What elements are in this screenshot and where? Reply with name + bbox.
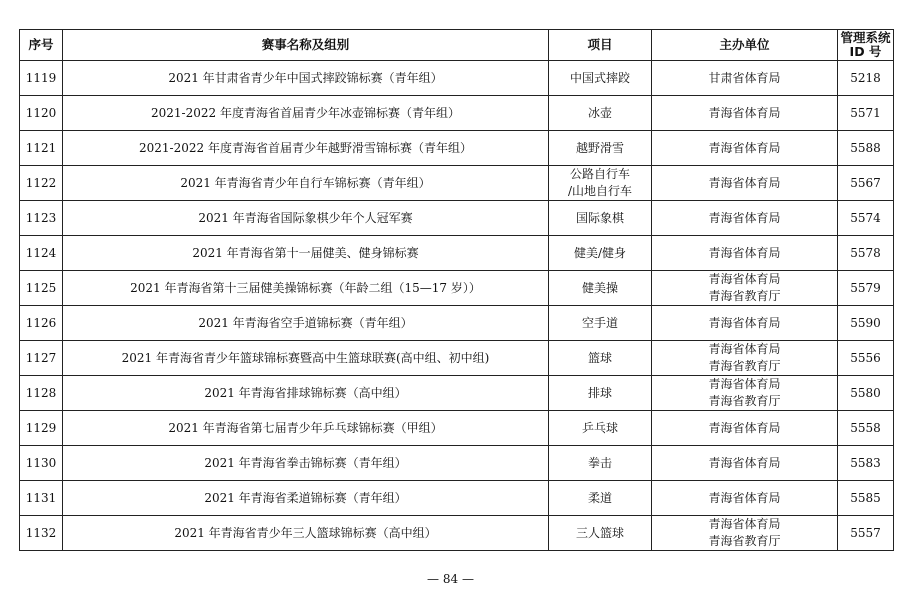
table-row [20, 166, 894, 201]
table-row [20, 516, 894, 551]
sport-line: 中国式摔跤 [569, 70, 630, 85]
row-event-name: 2021 年青海省排球锦标赛（高中组） [63, 376, 549, 411]
organizer-line: 青海省教育厅 [708, 394, 781, 408]
sport-line: 篮球 [587, 350, 612, 365]
row-seq: 1124 [20, 236, 63, 271]
sport-line: 健美/健身 [573, 245, 627, 260]
row-seq: 1129 [20, 411, 63, 446]
table-row [20, 481, 894, 516]
row-organizer [652, 481, 838, 516]
row-organizer [652, 271, 838, 306]
row-sport [549, 481, 652, 516]
row-system-id: 5583 [838, 446, 894, 481]
header-sport: 项目 [549, 30, 652, 61]
sport-line: 冰壶 [587, 105, 612, 120]
row-organizer [652, 341, 838, 376]
row-event-name: 2021 年青海省第十三届健美操锦标赛（年龄二组（15—17 岁）） [63, 271, 549, 306]
row-sport [549, 306, 652, 341]
organizer-line: 青海省体育局 [708, 140, 781, 155]
row-event-name: 2021 年青海省国际象棋少年个人冠军赛 [63, 201, 549, 236]
row-event-name: 2021 年青海省第七届青少年乒乓球锦标赛（甲组） [63, 411, 549, 446]
row-organizer [652, 306, 838, 341]
table-header-row [20, 30, 894, 61]
row-event-name: 2021 年甘肃省青少年中国式摔跤锦标赛（青年组） [63, 61, 549, 96]
row-organizer [652, 201, 838, 236]
header-org: 主办单位 [652, 30, 838, 61]
row-event-name: 2021 年青海省空手道锦标赛（青年组） [63, 306, 549, 341]
table-row [20, 271, 894, 306]
row-seq: 1120 [20, 96, 63, 131]
row-system-id: 5218 [838, 61, 894, 96]
table-row [20, 236, 894, 271]
organizer-line: 青海省体育局 [708, 420, 781, 435]
row-organizer [652, 411, 838, 446]
row-system-id: 5585 [838, 481, 894, 516]
row-seq: 1128 [20, 376, 63, 411]
row-seq: 1132 [20, 516, 63, 551]
row-system-id: 5588 [838, 131, 894, 166]
organizer-line: 青海省体育局 [708, 245, 781, 260]
organizer-line: 甘肃省体育局 [708, 70, 781, 85]
organizer-line: 青海省教育厅 [708, 359, 781, 373]
header-system-id [838, 30, 894, 61]
organizer-line: 青海省教育厅 [708, 289, 781, 303]
header-system-id-line1: 管理系统 [840, 30, 891, 45]
row-seq: 1125 [20, 271, 63, 306]
row-system-id: 5571 [838, 96, 894, 131]
row-event-name: 2021 年青海省青少年自行车锦标赛（青年组） [63, 166, 549, 201]
organizer-line: 青海省教育厅 [708, 534, 781, 548]
table-row [20, 376, 894, 411]
sport-line: 拳击 [587, 455, 612, 470]
row-seq: 1121 [20, 131, 63, 166]
table-row [20, 306, 894, 341]
organizer-line: 青海省体育局 [708, 175, 781, 190]
table-row [20, 411, 894, 446]
row-system-id: 5558 [838, 411, 894, 446]
organizer-line: 青海省体育局 [708, 210, 781, 225]
sport-line: 国际象棋 [575, 210, 624, 225]
row-organizer [652, 376, 838, 411]
row-sport [549, 166, 652, 201]
organizer-line: 青海省体育局 [708, 272, 781, 286]
organizer-line: 青海省体育局 [708, 490, 781, 505]
organizer-line: 青海省体育局 [708, 315, 781, 330]
row-system-id: 5556 [838, 341, 894, 376]
table-row [20, 131, 894, 166]
row-sport [549, 516, 652, 551]
row-organizer [652, 446, 838, 481]
row-event-name: 2021 年青海省拳击锦标赛（青年组） [63, 446, 549, 481]
header-system-id-line2: ID 号 [849, 44, 882, 59]
row-sport [549, 236, 652, 271]
sport-line: 柔道 [587, 490, 612, 505]
row-organizer [652, 131, 838, 166]
row-organizer [652, 236, 838, 271]
sport-line: 乒乓球 [581, 420, 618, 435]
row-seq: 1127 [20, 341, 63, 376]
row-seq: 1122 [20, 166, 63, 201]
row-seq: 1131 [20, 481, 63, 516]
row-system-id: 5567 [838, 166, 894, 201]
row-system-id: 5590 [838, 306, 894, 341]
table-row [20, 341, 894, 376]
row-sport [549, 411, 652, 446]
table-row [20, 61, 894, 96]
organizer-line: 青海省体育局 [708, 342, 781, 356]
row-seq: 1123 [20, 201, 63, 236]
row-event-name: 2021 年青海省第十一届健美、健身锦标赛 [63, 236, 549, 271]
row-organizer [652, 166, 838, 201]
row-seq: 1119 [20, 61, 63, 96]
row-system-id: 5557 [838, 516, 894, 551]
table-row [20, 446, 894, 481]
row-organizer [652, 61, 838, 96]
row-system-id: 5574 [838, 201, 894, 236]
row-event-name: 2021-2022 年度青海省首届青少年冰壶锦标赛（青年组） [63, 96, 549, 131]
row-seq: 1130 [20, 446, 63, 481]
sport-line: 排球 [587, 385, 612, 400]
table-row [20, 96, 894, 131]
row-sport [549, 201, 652, 236]
sport-line: 公路自行车 [569, 167, 630, 181]
header-seq: 序号 [20, 30, 63, 61]
row-sport [549, 341, 652, 376]
row-event-name: 2021-2022 年度青海省首届青少年越野滑雪锦标赛（青年组） [63, 131, 549, 166]
organizer-line: 青海省体育局 [708, 517, 781, 531]
sport-line: 三人篮球 [575, 525, 624, 540]
sport-line: 健美操 [581, 280, 618, 295]
row-system-id: 5580 [838, 376, 894, 411]
organizer-line: 青海省体育局 [708, 377, 781, 391]
sport-line: 越野滑雪 [575, 140, 624, 155]
row-sport [549, 61, 652, 96]
sport-line: /山地自行车 [567, 184, 633, 198]
row-event-name: 2021 年青海省柔道锦标赛（青年组） [63, 481, 549, 516]
table-row [20, 201, 894, 236]
organizer-line: 青海省体育局 [708, 105, 781, 120]
row-organizer [652, 516, 838, 551]
row-seq: 1126 [20, 306, 63, 341]
row-organizer [652, 96, 838, 131]
row-event-name: 2021 年青海省青少年篮球锦标赛暨高中生篮球联赛(高中组、初中组) [63, 341, 549, 376]
organizer-line: 青海省体育局 [708, 455, 781, 470]
row-system-id: 5579 [838, 271, 894, 306]
row-sport [549, 131, 652, 166]
row-sport [549, 271, 652, 306]
row-system-id: 5578 [838, 236, 894, 271]
sport-line: 空手道 [581, 315, 618, 330]
header-name: 赛事名称及组别 [63, 30, 549, 61]
row-sport [549, 446, 652, 481]
row-sport [549, 96, 652, 131]
row-event-name: 2021 年青海省青少年三人篮球锦标赛（高中组） [63, 516, 549, 551]
competition-table [19, 29, 894, 551]
page-number: — 84 — [427, 572, 474, 586]
row-sport [549, 376, 652, 411]
